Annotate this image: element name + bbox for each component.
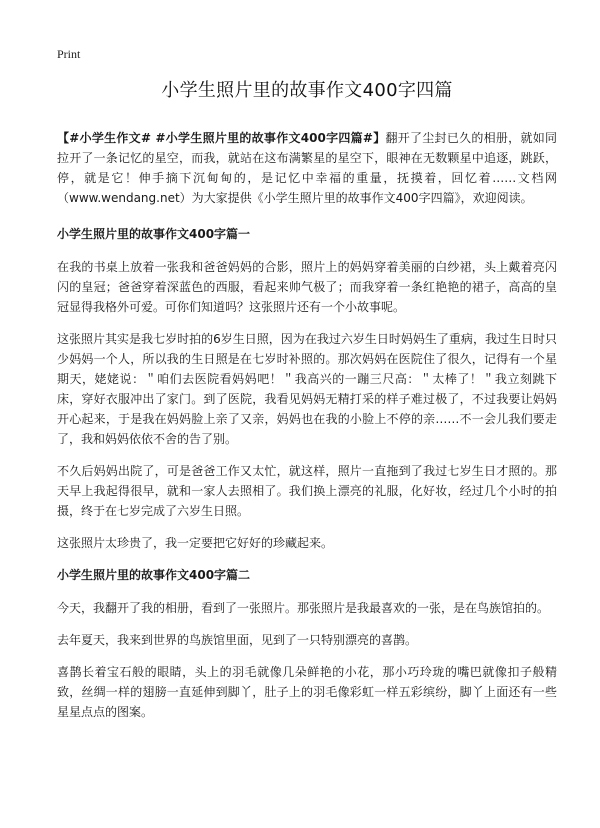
paragraph: 今天，我翻开了我的相册，看到了一张照片。那张照片是我最喜欢的一张，是在鸟族馆拍的。 bbox=[57, 601, 550, 615]
paragraph: 这张照片太珍贵了，我一定要把它好好的珍藏起来。 bbox=[57, 536, 334, 550]
section-heading: 小学生照片里的故事作文400字篇一 bbox=[57, 227, 251, 241]
document-body bbox=[57, 76, 557, 734]
paragraph: 去年夏天，我来到世界的鸟族馆里面，见到了一只特别漂亮的喜鹊。 bbox=[57, 633, 418, 647]
paragraph: 不久后妈妈出院了，可是爸爸工作又太忙，就这样，照片一直拖到了我过七岁生日才照的。那天早上我起得很早，就和一家人去照相了。我们换上漂亮的礼服，化好妆，经过几个小时的拍摄，终于在七岁完成了六岁生日照。 bbox=[57, 464, 557, 518]
intro-paragraph bbox=[57, 128, 557, 208]
print-label[interactable]: Print bbox=[57, 47, 81, 61]
section-heading: 小学生照片里的故事作文400字篇二 bbox=[57, 568, 251, 582]
intro-tag: 【#小学生作文# #小学生照片里的故事作文400字四篇#】 bbox=[57, 131, 386, 145]
paragraph: 这张照片其实是我七岁时拍的6岁生日照，因为在我过六岁生日时妈妈生了重病，我过生日时只少妈妈一个人，所以我的生日照是在七岁时补照的。那次妈妈在医院住了很久，记得有一个星期天，姥姥说：＂咱们去医院看妈妈吧！＂我高兴的一蹦三尺高：＂太棒了！＂我立刻跳下床，穿好衣服冲出了家门。到了医院，我看见妈妈无精打采的样子难过极了，不过我要让妈妈开心起来，于是我在妈妈脸上亲了又亲，妈妈也在我的小脸上不停的亲……不一会儿我们要走了，我和妈妈依依不舍的告了别。 bbox=[57, 332, 557, 446]
intro-text: 翻开了尘封已久的相册，就如同拉开了一条记忆的星空，而我，就站在这布满繁星的星空下，眼神在无数颗星中追逐，跳跃，停，就是它！伸手摘下沉甸甸的，是记忆中幸福的重量，抚摸着，回忆着……文档网（www.wendang.net）为大家提供《小学生照片里的故事作文400字四篇》，欢迎阅读。 bbox=[57, 131, 557, 205]
paragraph: 在我的书桌上放着一张我和爸爸妈妈的合影，照片上的妈妈穿着美丽的白纱裙，头上戴着亮闪闪的皇冠；爸爸穿着深蓝色的西服，看起来帅气极了；而我穿着一条红艳艳的裙子，高高的皇冠显得我格外可爱。可你们知道吗？这张照片还有一个小故事呢。 bbox=[57, 260, 557, 314]
page-title: 小学生照片里的故事作文400字四篇 bbox=[161, 80, 453, 101]
paragraph: 喜鹊长着宝石般的眼睛，头上的羽毛就像几朵鲜艳的小花，那小巧玲珑的嘴巴就像扣子般精致，丝绸一样的翅膀一直延伸到脚丫，肚子上的羽毛像彩虹一样五彩缤纷，脚丫上面还有一些星星点点的图案。 bbox=[57, 665, 557, 719]
